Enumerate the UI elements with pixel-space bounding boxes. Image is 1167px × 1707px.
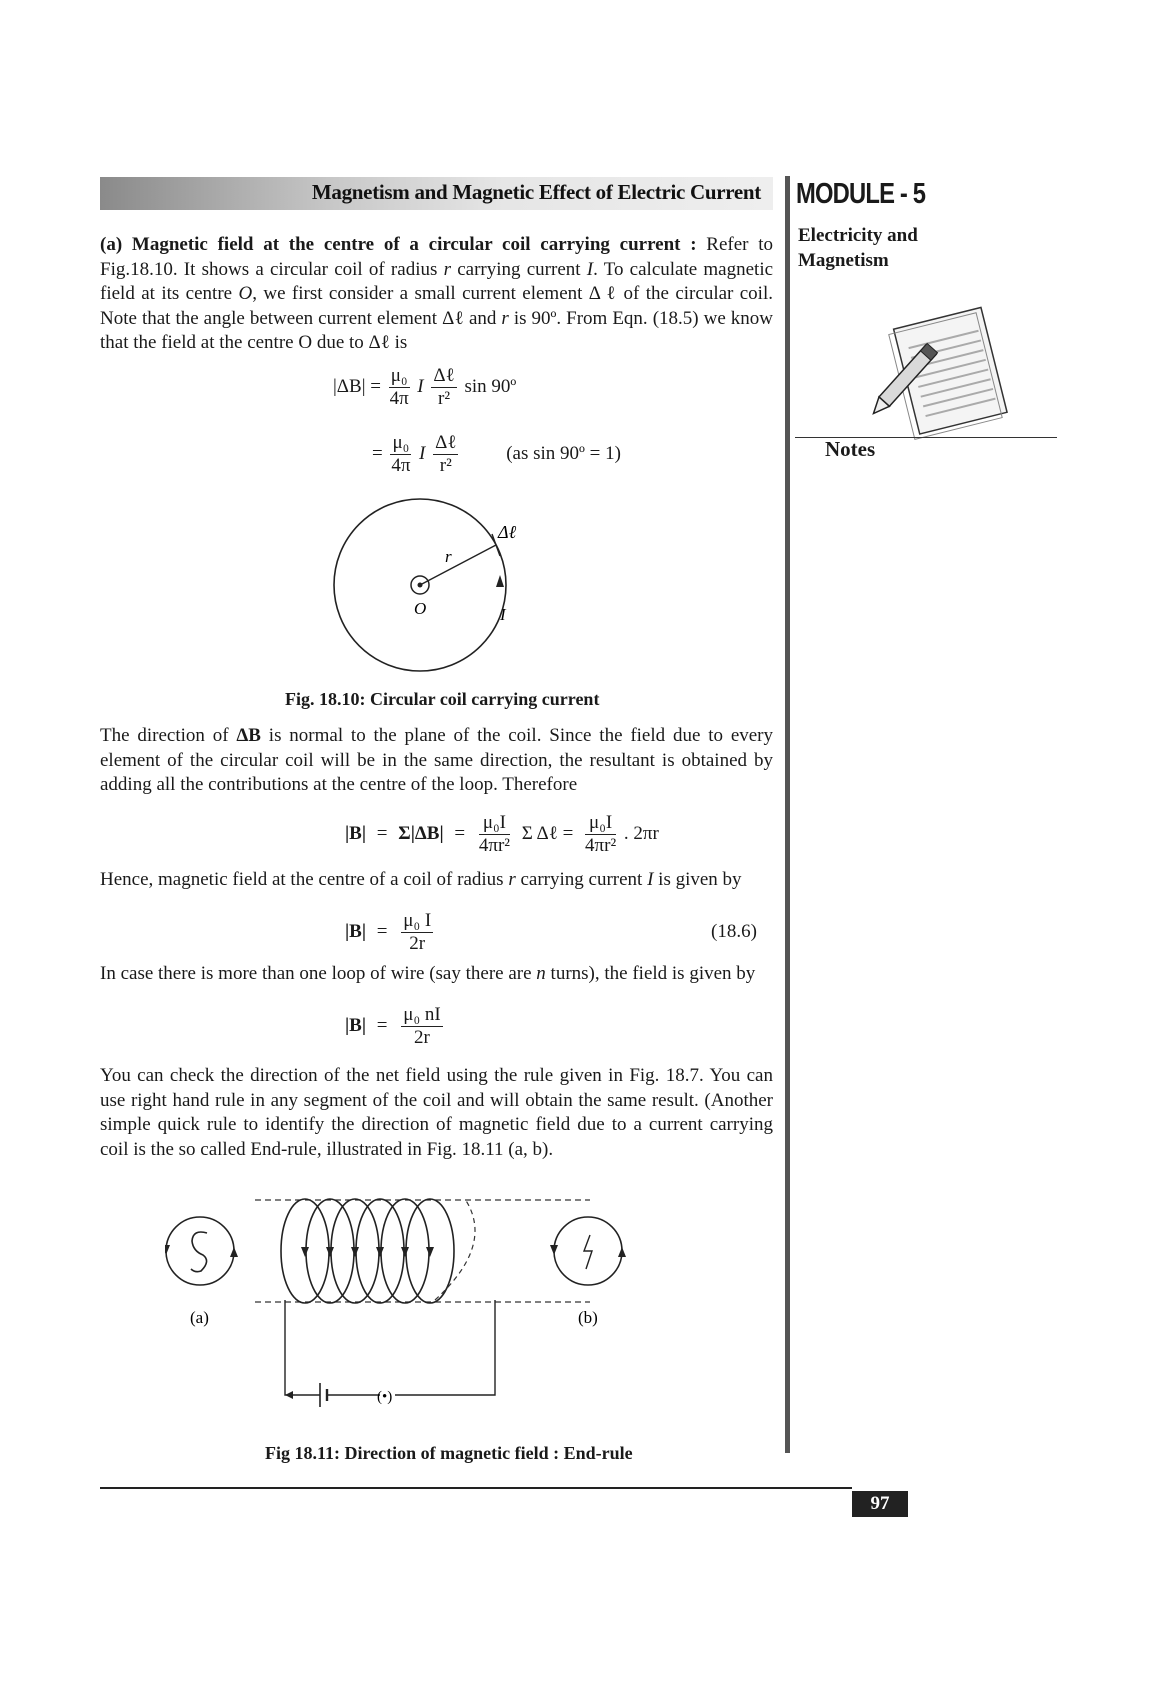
var-dB: ΔB (236, 725, 261, 746)
section-a-heading: (a) Magnetic field at the centre of a circular coil carrying current : (100, 234, 697, 255)
module-label: MODULE - 5 (796, 178, 926, 210)
page-number: 97 (852, 1491, 908, 1517)
eq3-tail: . 2πr (623, 822, 659, 844)
text: carrying current (520, 869, 643, 890)
text: . To calculate magnetic field at its centre (100, 258, 774, 304)
paragraph-end-rule: You can check the direction of the net field using the rule given in Fig. 18.7. You can use right hand rule in any segment of the coil and will obtain the same result. (Another simple quick rule to identify the direction of magnetic field due to a current carrying coil is the so called End-rule, illustrated in Fig. 18.11 (a, b). (100, 1065, 773, 1160)
module-subtitle-line1: Electricity and (798, 225, 918, 246)
eq5-lhs: |B| (345, 1014, 367, 1036)
var-r: r (508, 869, 516, 890)
var-I: I (647, 869, 654, 890)
equation-18-6 (345, 910, 436, 955)
chapter-title: Magnetism and Magnetic Effect of Electric Current (311, 180, 761, 204)
label-a: (a) (190, 1308, 209, 1327)
text: turns), the field is given by (550, 963, 756, 984)
figure-18-11 (165, 1185, 685, 1435)
eq4-fraction: $\frac{\text{μ₀ I}}{2r}$ (403, 910, 432, 954)
paragraph-hence (100, 868, 773, 893)
figure-18-10 (320, 490, 540, 680)
label-r: r (445, 547, 452, 566)
text: is normal to the plane of the coil. Since the field due to every element of the circular coil will be in the same direction, the resultant is obtained by adding all the contributions at the centre of the loop. Therefore (100, 725, 774, 795)
eq4-eq: = (376, 920, 388, 942)
eq2-fraction-dl: $\frac{\text{Δℓ}}{\text{r²}}$ (435, 432, 457, 476)
figure-18-10-caption: Fig. 18.10: Circular coil carrying current (285, 689, 600, 709)
paragraph-direction (100, 724, 773, 798)
eq3-sigma-dl: Σ Δℓ = (521, 822, 574, 844)
equation-number-18-6: (18.6) (711, 921, 757, 942)
eq1-fraction-mu: $\frac{\text{μ₀}}{4\pi}$ (389, 365, 409, 409)
eq3-fraction-2: $\frac{\text{μ₀I}}{\text{4πr²}}$ (585, 812, 617, 856)
eq4-lhs: |B| (345, 920, 367, 942)
module-subtitle-line2: Magnetism (798, 250, 889, 271)
header-bar (100, 177, 773, 210)
paragraph-n-turns (100, 962, 773, 987)
label-b: (b) (578, 1308, 598, 1327)
eq1-fraction-dl: $\frac{\text{Δℓ}}{\text{r²}}$ (433, 365, 455, 409)
text: In case there is more than one loop of wire (say there are (100, 963, 532, 984)
text: The direction of (100, 725, 229, 746)
label-O: O (414, 599, 427, 618)
eq3-sum: Σ|ΔB| (398, 822, 444, 844)
var-I: I (586, 258, 594, 280)
var-O: O (238, 283, 253, 304)
eq2-I: I (419, 442, 426, 464)
notepad-pencil-icon (865, 300, 1025, 440)
eq3-lhs: |B| (345, 822, 367, 844)
label-dl: Δℓ (498, 522, 517, 542)
margin-divider (785, 176, 790, 1453)
section-a-paragraph (100, 233, 773, 356)
label-I: I (500, 605, 506, 624)
var-r: r (501, 307, 509, 329)
end-view-a (165, 1217, 238, 1285)
text: is given by (658, 869, 742, 890)
footer-rule (100, 1487, 852, 1489)
module-subtitle (798, 223, 918, 273)
eq3-fraction-1: $\frac{\text{μ₀I}}{\text{4πr²}}$ (478, 812, 510, 856)
text: , we first consider a small current element Δ ℓ of the circular coil. Note that the angle between current element Δℓ and (100, 283, 773, 329)
equation-5 (345, 1004, 446, 1049)
equation-3 (345, 812, 659, 857)
var-n: n (536, 963, 546, 984)
eq1-sin: sin 90º (464, 375, 517, 397)
eq3-eq2: = (454, 822, 466, 844)
notes-label: Notes (825, 437, 876, 461)
eq2-fraction-mu: $\frac{\text{μ₀}}{4\pi}$ (391, 432, 411, 476)
text: is 90º. From Eqn. (18.5) we know that the field at the centre O due to Δℓ is (100, 307, 773, 353)
equation-2 (372, 432, 621, 477)
var-r: r (443, 258, 451, 280)
end-view-b (550, 1217, 626, 1285)
eq1-lhs: |ΔB| = (333, 375, 381, 397)
eq2-note: (as sin 90º = 1) (506, 442, 621, 464)
text: carrying current (457, 258, 581, 280)
eq3-eq: = (376, 822, 388, 844)
eq5-fraction: $\frac{\text{μ₀ nI}}{2r}$ (403, 1004, 441, 1048)
eq1-I: I (417, 375, 424, 397)
switch-label: (•) (377, 1389, 393, 1405)
text: Refer to Fig.18.10. It shows a circular coil of radius (100, 234, 773, 280)
figure-18-11-caption: Fig 18.11: Direction of magnetic field : End-rule (265, 1443, 633, 1463)
equation-1 (333, 365, 516, 410)
eq5-eq: = (376, 1014, 388, 1036)
text: Hence, magnetic field at the centre of a coil of radius (100, 869, 504, 890)
eq2-eq: = (372, 442, 383, 464)
